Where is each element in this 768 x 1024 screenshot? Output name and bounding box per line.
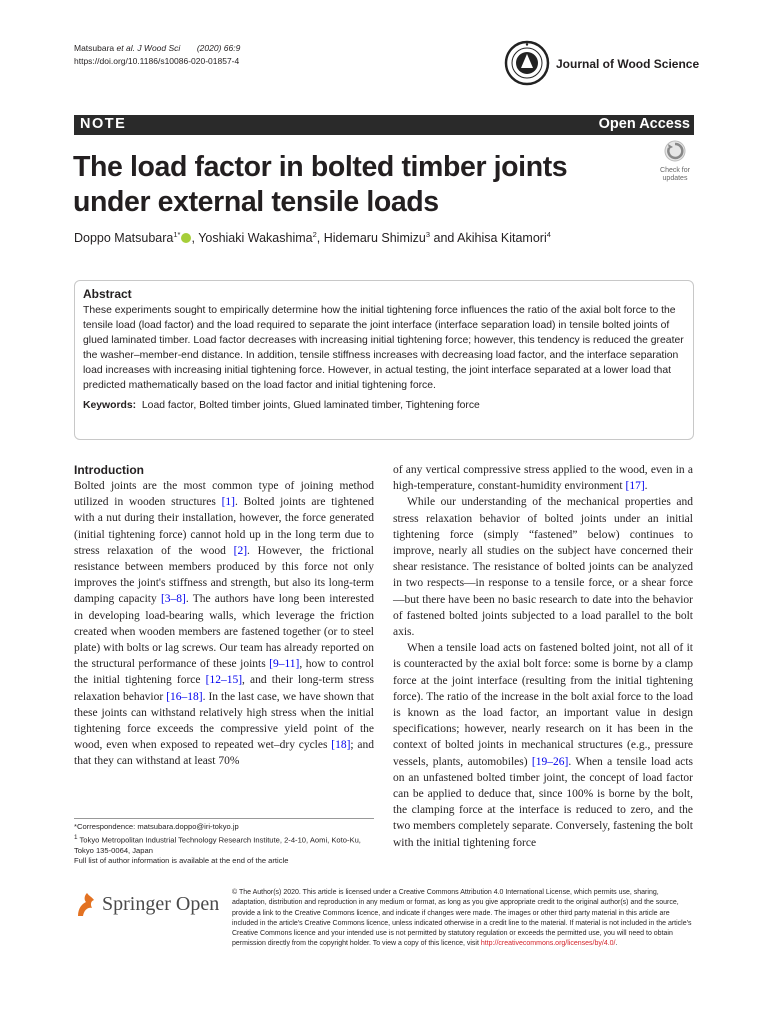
affiliation	[74, 833, 374, 857]
text-run: Bolted joints are the most common type of joining method utilized in wooden structures	[74, 480, 374, 509]
publisher-name-2: Open	[170, 893, 220, 915]
license-link[interactable]: http://creativecommons.org/licenses/by/4.0/	[480, 940, 616, 948]
publisher-name-1: Springer	[102, 893, 171, 915]
text-run: of any vertical compressive stress applied to the wood, even in a high-temperature, constant-humidity environment	[393, 464, 693, 493]
right-paragraph-3	[393, 640, 693, 851]
text-run: . Bolted joints are tightened with a nut during their installation, however, the force generated (initial tightening force) cannot hold up in the long term due to stress relaxation of the wood	[74, 496, 374, 557]
citation-link[interactable]: [19–26]	[531, 755, 569, 768]
author-4: and Akihisa Kitamori	[430, 231, 547, 246]
citation-line	[74, 42, 240, 68]
article-type-label: NOTE	[80, 116, 127, 132]
text-run: , and their long-term stress relaxation behavior	[74, 674, 374, 703]
citation-link[interactable]: [3–8]	[160, 593, 186, 606]
keywords-list: Load factor, Bolted timber joints, Glued laminated timber, Tightening force	[141, 400, 480, 411]
orcid-icon[interactable]	[181, 233, 191, 243]
publisher-logo	[74, 888, 224, 922]
text-run: .	[644, 480, 648, 493]
author-2: , Yoshiaki Wakashima	[191, 231, 313, 246]
author-1: Doppo Matsubara	[74, 231, 174, 246]
correspondence: *Correspondence: matsubara.doppo@iri-tokyo.jp	[74, 822, 239, 831]
journal-seal-icon	[504, 40, 550, 86]
citation-year: (2020) 66:9	[196, 43, 241, 53]
citation-link[interactable]: [16–18]	[166, 690, 203, 703]
keywords-label: Keywords:	[83, 400, 137, 411]
intro-paragraph-1	[74, 478, 374, 770]
citation-link[interactable]: [1]	[221, 496, 236, 509]
author-3-affil: 3	[425, 230, 431, 239]
author-info-note: Full list of author information is available at the end of the article	[74, 856, 289, 866]
left-column	[74, 462, 374, 770]
publisher-name	[102, 893, 219, 916]
check-for-updates-badge[interactable]	[654, 140, 696, 180]
check-updates-line2: updates	[662, 175, 688, 182]
license-body: © The Author(s) 2020. This article is licensed under a Creative Commons Attribution 4.0 International License, which permits use, sharing, adaptation, distribution and reproduction in any medium or format, as long as you give appropriate credit to the original author(s) and the source, provide a link to the Creative Commons licence, and indicate if changes were made. The images or other third party material in this article are included in the article's Creative Commons licence, unless indicated otherwise in a credit line to the material. If material is not included in the article's Creative Commons licence and your intended use is not permitted by statutory regulation or exceeds the permitted use, you will need to obtain permission directly from the copyright holder. To view a copy of this licence, visit	[232, 889, 692, 948]
text-run: . The authors have long been interested in developing load-bearing walls, which leverage the friction created when wooden members are fastened together (or to steel plate) with bolts or lag screws. Our team has already reported on the structural performance of these joints	[74, 593, 375, 671]
citation	[74, 42, 240, 55]
author-4-affil: 4	[546, 230, 551, 239]
article-type-bar	[74, 115, 694, 135]
journal-brand	[504, 40, 700, 88]
text-run: When a tensile load acts on fastened bolted joint, not all of it is counteracted by the axial bolt force: some is borne by a clamp force at the joint interface (resulting from the initial tightening force). The ratio of the increase in the bolt axial force to the load is known as the load factor, an important value in design specifications; however, nearly research on it has been in the context of bolted joints in mechanical structures (e.g., pressure vessels, plants, automobiles)	[393, 642, 693, 768]
text-run: . When a tensile load acts on an unfastened bolted timber joint, the concept of load factor can be applied to deduce that, since 100% is borne by the bolt, the clamping force at the interface is reduced to zero, and the two members completely separate. Conversely, fastening the bolt with the initial tightening force	[393, 755, 694, 849]
springer-horse-icon	[74, 890, 98, 918]
citation-authors: Matsubara	[74, 43, 117, 53]
abstract-text: These experiments sought to empirically determine how the initial tightening force influences the ratio of the axial bolt force to the tensile load (load factor) and the load required to separate the joint interface (interface separation load) in tensile bolted joints of glued laminated timber. Load factor decreases with increasing initial tightening force; however, this tendency is reduced the greater the washer–member-end distance. In addition, tensile stiffness increases with decreasing load factor, and the interface separation load increases with increasing initial tightening force. However, in actual testing, the joint interface separated at a lower load that predicted mathematically based on the load factor and initial tightening force.	[83, 305, 684, 391]
footnote	[74, 818, 374, 867]
author-3: , Hidemaru Shimizu	[316, 231, 426, 246]
citation-link[interactable]: [9–11]	[269, 658, 300, 671]
right-paragraph-2: While our understanding of the mechanical properties and stress relaxation behavior of bolted joints under an initial tightening force (simply “fastened” below) continues to improve, nearly all studies on the subject have concerned their shear resistance. The resistance of bolted joints can be analyzed in two respects—in response to a tensile force, or a shear force—but there have been no basic research to date into the behavior of fastened bolted joints subjected to a load parallel to the bolt axis.	[393, 496, 693, 639]
article-title: The load factor in bolted timber joints under external tensile loads	[73, 151, 568, 218]
citation-link[interactable]: [17]	[625, 480, 645, 493]
keywords	[83, 398, 685, 413]
citation-link[interactable]: [18]	[331, 739, 351, 752]
check-updates-line1: Check for	[660, 167, 690, 174]
right-paragraph-1	[393, 462, 693, 494]
affiliation-number: 1	[74, 833, 78, 841]
text-run: . However, the frictional resistance between members produced by this force not only improves the joint's stiffness and strength, but also its long-term damping capacity	[74, 544, 374, 606]
license-end: .	[615, 940, 618, 948]
citation-link[interactable]: [12–15]	[205, 674, 243, 687]
abstract-box	[74, 280, 694, 440]
open-access-label: Open Access	[598, 116, 690, 132]
citation-link[interactable]: [2]	[233, 544, 248, 557]
journal-name: Journal of Wood Science	[556, 57, 700, 71]
author-2-affil: 2	[312, 230, 317, 239]
author-1-affil: 1*	[173, 230, 181, 239]
affiliation-text: Tokyo Metropolitan Industrial Technology Research Institute, 2-4-10, Aomi, Koto-Ku, Tokyo 135-0064, Japan	[74, 835, 361, 855]
abstract-heading: Abstract	[83, 287, 132, 301]
author-list	[74, 230, 551, 245]
text-run: ; and that they can withstand at least 70%	[74, 739, 374, 768]
text-run: . In the last case, we have shown that these joints can withstand relatively high stress when the initial tightening force exceeds the compressive yield point of the wood, even when exposed to repeated wet–dry cycles	[74, 690, 375, 752]
right-column	[393, 462, 693, 851]
section-heading-introduction: Introduction	[74, 463, 144, 477]
citation-journal: et al. J Wood Sci	[116, 43, 181, 53]
check-updates-icon	[664, 140, 686, 162]
text-run: , how to control the initial tightening force	[74, 658, 374, 687]
doi-link[interactable]: https://doi.org/10.1186/s10086-020-01857-4	[74, 56, 240, 66]
license-text	[232, 888, 694, 950]
